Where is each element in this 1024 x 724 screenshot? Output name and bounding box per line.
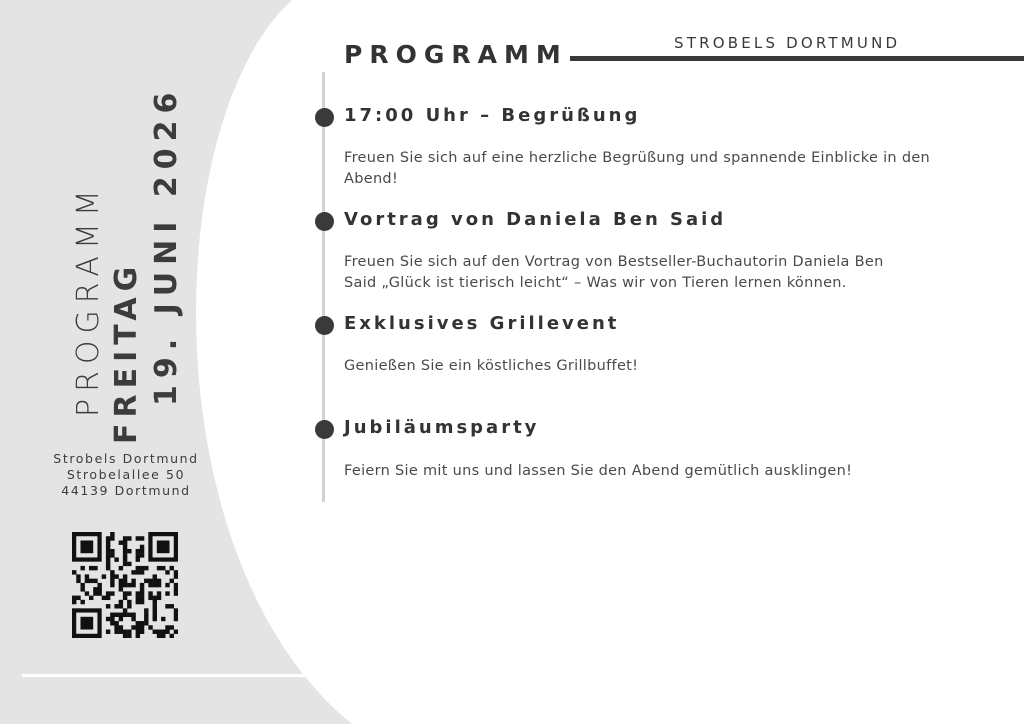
- program-item-title: Vortrag von Daniela Ben Said: [344, 209, 727, 230]
- program-item-description: [344, 252, 964, 294]
- description-line: Genießen Sie ein köstliches Grillbuffet!: [344, 358, 639, 374]
- program-item-description: [344, 461, 964, 482]
- timeline-dot: [315, 108, 334, 127]
- page-title: PROGRAMM: [344, 40, 568, 69]
- event-day: FREITAG: [109, 260, 144, 444]
- program-item-title: 17:00 Uhr – Begrüßung: [344, 105, 641, 126]
- address-street: Strobelallee 50: [66, 467, 186, 482]
- timeline-dot: [315, 420, 334, 439]
- address-venue: Strobels Dortmund: [53, 451, 199, 466]
- header-divider: [570, 56, 1024, 61]
- timeline-dot: [315, 212, 334, 231]
- description-line: Freuen Sie sich auf eine herzliche Begrüßung und spannende Einblicke in den: [344, 150, 931, 166]
- program-item-title: Exklusives Grillevent: [344, 313, 620, 334]
- program-item-description: [344, 148, 964, 190]
- event-date: 19. JUNI 2026: [149, 85, 184, 406]
- vertical-programm-label: PROGRAMM: [71, 183, 106, 417]
- program-item-title: Jubiläumsparty: [344, 417, 540, 438]
- footer-divider: [22, 674, 318, 677]
- description-line: Feiern Sie mit uns und lassen Sie den Abend gemütlich ausklingen!: [344, 463, 853, 479]
- program-item-description: [344, 356, 964, 377]
- address-city: 44139 Dortmund: [61, 483, 191, 498]
- venue-name: STROBELS DORTMUND: [674, 34, 901, 52]
- description-line: Abend!: [344, 171, 399, 187]
- timeline-dot: [315, 316, 334, 335]
- description-line: Said „Glück ist tierisch leicht“ – Was wir von Tieren lernen können.: [344, 275, 847, 291]
- qr-code-icon: [72, 532, 178, 638]
- description-line: Freuen Sie sich auf den Vortrag von Bestseller-Buchautorin Daniela Ben: [344, 254, 884, 270]
